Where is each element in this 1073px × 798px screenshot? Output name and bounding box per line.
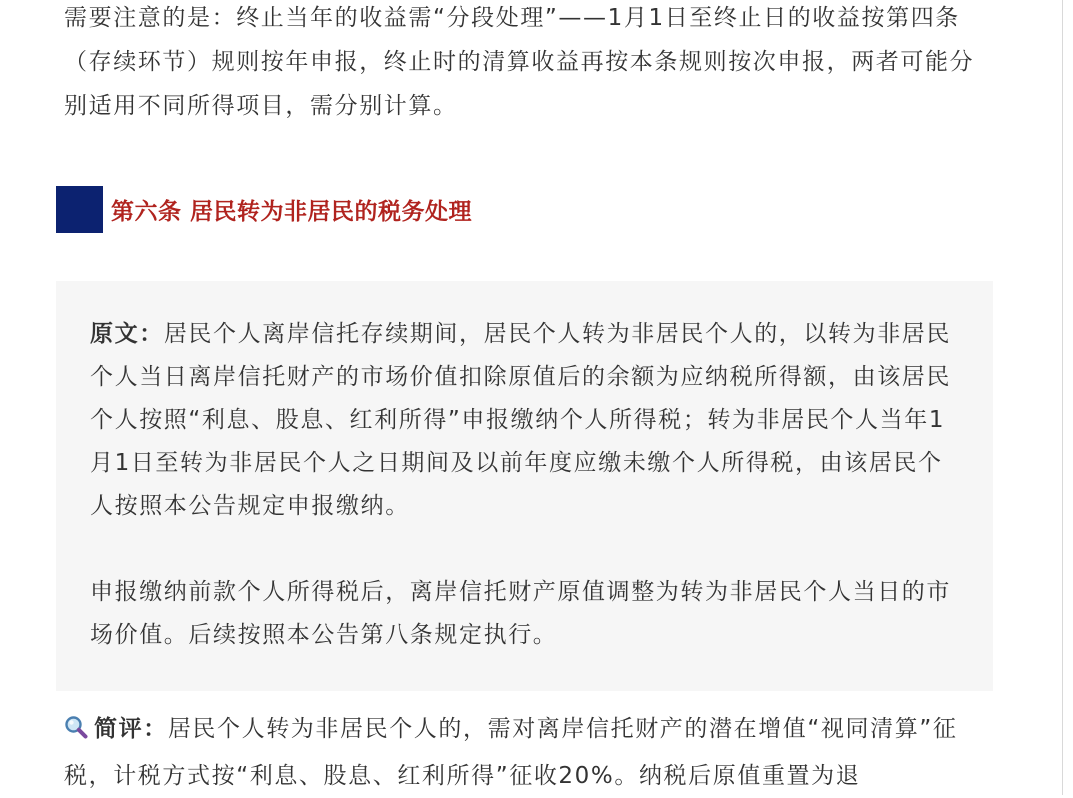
comment-label: 简评： <box>94 716 168 742</box>
intro-paragraph: 需要注意的是：终止当年的收益需“分段处理”——1月1日至终止日的收益按第四条（存续环节）规则按年申报，终止时的清算收益再按本条规则按次申报，两者可能分别适用不同所得项目，需分别计算。 <box>64 5 975 119</box>
original-text-body-1: 居民个人离岸信托存续期间，居民个人转为非居民个人的，以转为非居民个人当日离岸信托财产的市场价值扣除原值后的余额为应纳税所得额，由该居民个人按照“利息、股息、红利所得”申报缴纳个人所得税；转为非居民个人当年1月1日至转为非居民个人之日期间及以前年度应缴未缴个人所得税，由该居民个人按照本公告规定申报缴纳。 <box>90 321 952 519</box>
heading-marker <box>56 186 103 233</box>
original-text-paragraph-1 <box>90 313 962 528</box>
page-edge-divider <box>1062 0 1063 795</box>
section-heading <box>56 186 472 233</box>
original-text-paragraph-2: 申报缴纳前款个人所得税后，离岸信托财产原值调整为转为非居民个人当日的市场价值。后续按照本公告第八条规定执行。 <box>90 579 951 648</box>
section-title: 第六条 居民转为非居民的税务处理 <box>111 199 473 225</box>
original-text-label: 原文： <box>90 321 164 347</box>
magnifier-icon <box>64 710 88 754</box>
original-text-box <box>56 281 993 691</box>
comment-paragraph <box>64 707 994 798</box>
comment-body: 居民个人转为非居民个人的，需对离岸信托财产的潜在增值“视同清算”征税，计税方式按“利息、股息、红利所得”征收20%。纳税后原值重置为退 <box>64 716 958 789</box>
